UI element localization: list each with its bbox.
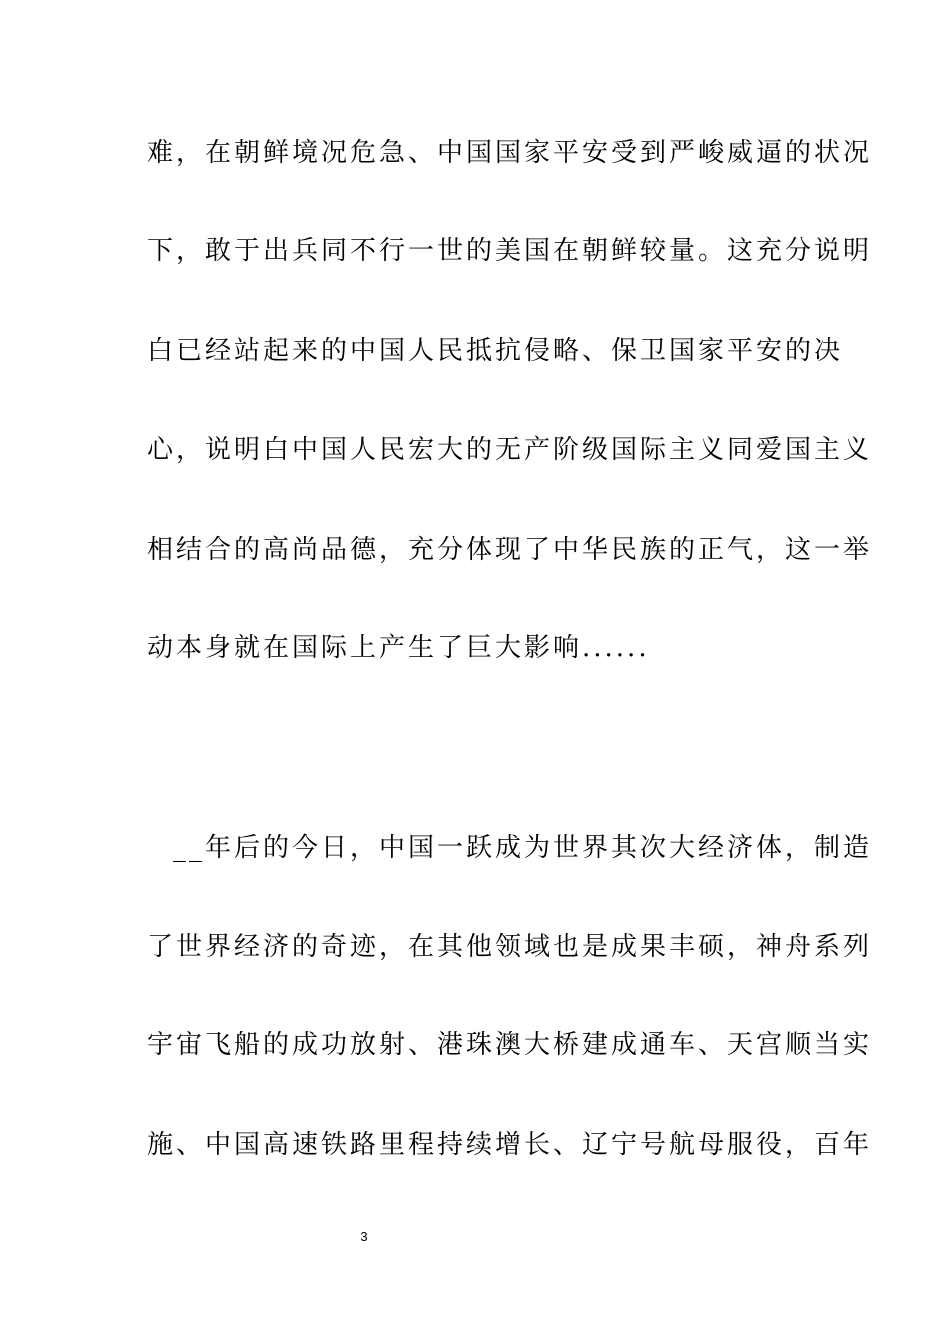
paragraph-line: 白已经站起来的中国人民抵抗侵略、保卫国家平安的决 <box>147 336 844 366</box>
paragraph-line: 心，说明白中国人民宏大的无产阶级国际主义同爱国主义 <box>147 435 873 465</box>
paragraph-line: 了世界经济的奇迹，在其他领域也是成果丰硕，神舟系列 <box>147 932 873 962</box>
paragraph-line: 动本身就在国际上产生了巨大影响...... <box>147 633 650 663</box>
paragraph-line: 下，敢于出兵同不行一世的美国在朝鲜较量。这充分说明 <box>147 236 873 266</box>
paragraph-line: 宇宙飞船的成功放射、港珠澳大桥建成通车、天宫顺当实 <box>147 1030 873 1060</box>
paragraph-line: 相结合的高尚品德，充分体现了中华民族的正气，这一举 <box>147 535 873 565</box>
paragraph-line: 施、中国高速铁路里程持续增长、辽宁号航母服役，百年 <box>147 1130 873 1160</box>
page-number: 3 <box>360 1229 368 1244</box>
paragraph-line: 难，在朝鲜境况危急、中国国家平安受到严峻威逼的状况 <box>147 138 873 168</box>
paragraph-line: __年后的今日，中国一跃成为世界其次大经济体，制造 <box>173 833 873 863</box>
